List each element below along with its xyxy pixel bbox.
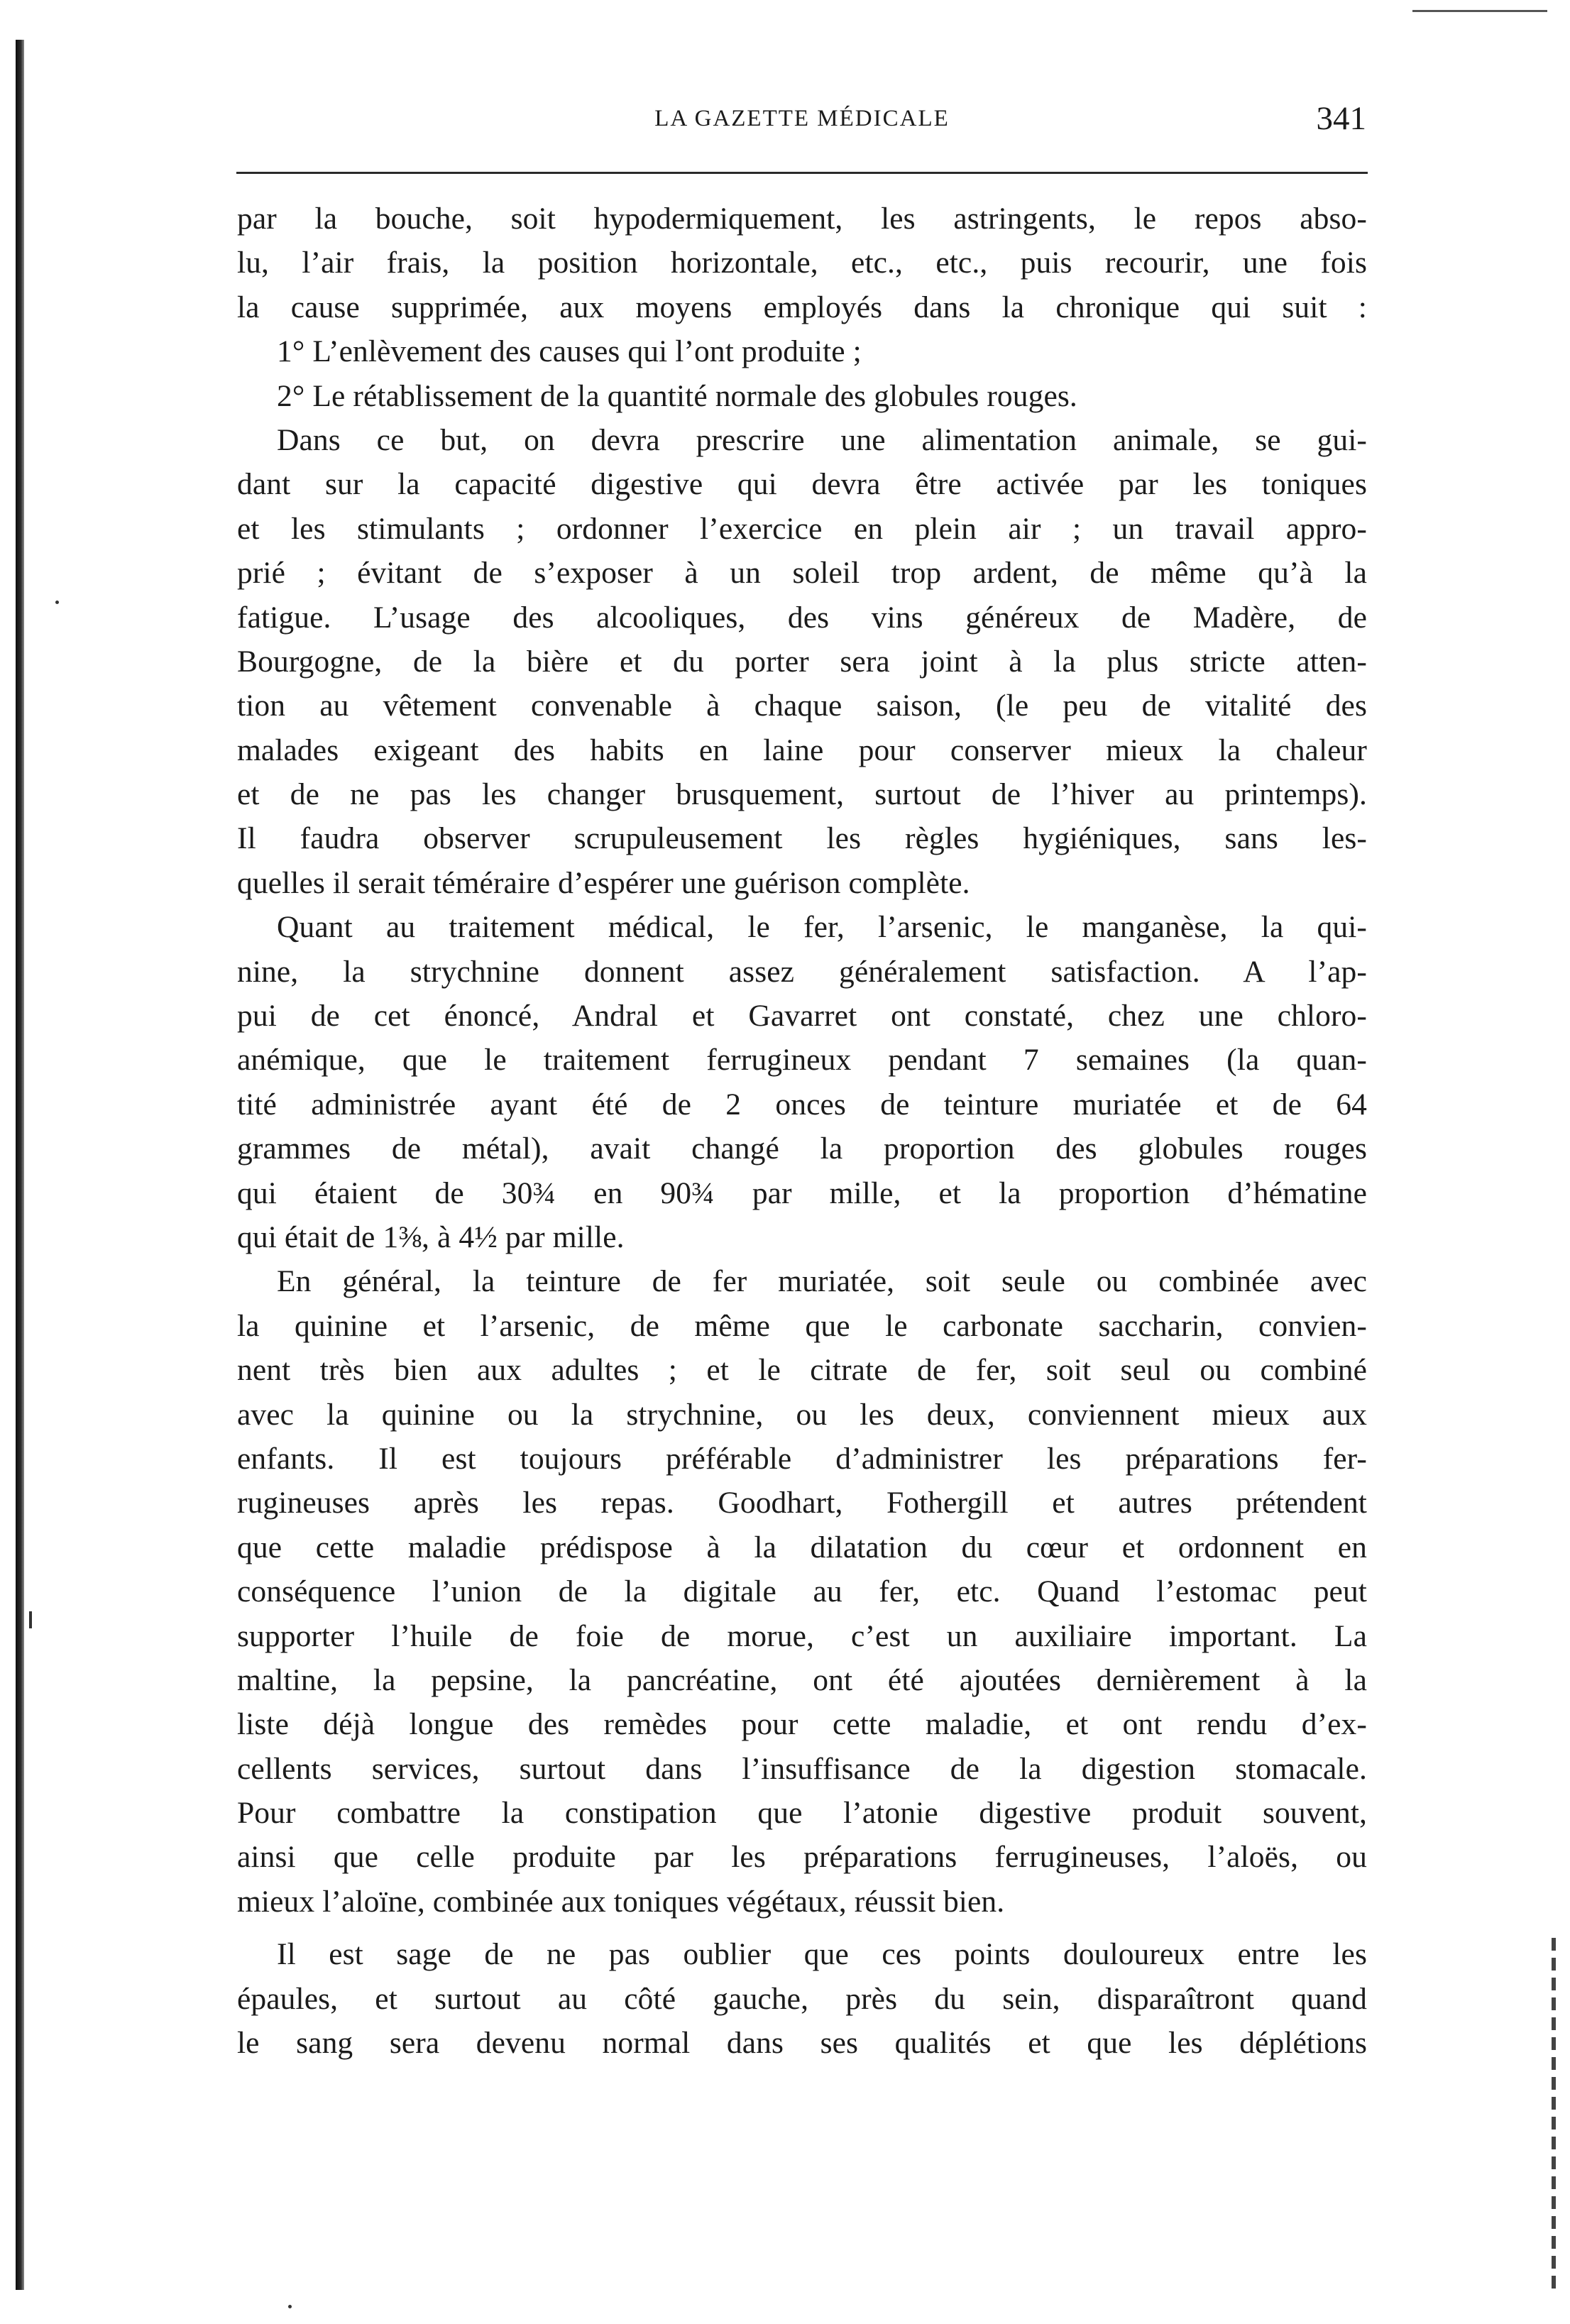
text-line: pui de cet énoncé, Andral et Gavarret ont constaté, chez une chloro-: [237, 999, 1367, 1034]
text-line: liste déjà longue des remèdes pour cette maladie, et ont rendu d’ex-: [237, 1707, 1367, 1742]
text-line: Pour combattre la constipation que l’atonie digestive produit souvent,: [237, 1796, 1367, 1831]
page-number: 341: [1316, 100, 1366, 137]
text-line: supporter l’huile de foie de morue, c’est un auxiliaire important. La: [237, 1618, 1367, 1653]
text-line: avec la quinine ou la strychnine, ou les deux, conviennent mieux aux: [237, 1397, 1367, 1432]
paragraph-start: Dans ce but, on devra prescrire une alimentation animale, se gui-: [277, 422, 1367, 457]
binding-shadow: [16, 40, 24, 2290]
text-line: la quinine et l’arsenic, de même que le carbonate saccharin, convien-: [237, 1308, 1367, 1343]
text-line: et de ne pas les changer brusquement, surtout de l’hiver au printemps).: [237, 777, 1367, 812]
text-line: tion au vêtement convenable à chaque saison, (le peu de vitalité des: [237, 689, 1367, 723]
paragraph-start: En général, la teinture de fer muriatée, soit seule ou combinée avec: [277, 1264, 1367, 1299]
paragraph-end: quelles il serait téméraire d’espérer une guérison complète.: [237, 865, 970, 900]
body-text: [237, 197, 1367, 2284]
paragraph-end: qui était de 1⅜, à 4½ par mille.: [237, 1219, 625, 1254]
journal-title: LA GAZETTE MÉDICALE: [654, 106, 950, 131]
list-item: 2° Le rétablissement de la quantité normale des globules rouges.: [277, 378, 1077, 413]
text-line: prié ; évitant de s’exposer à un soleil trop ardent, de même qu’à la: [237, 556, 1367, 591]
text-line: Bourgogne, de la bière et du porter sera joint à la plus stricte atten-: [237, 644, 1367, 679]
paragraph-end: mieux l’aloïne, combinée aux toniques végétaux, réussit bien.: [237, 1884, 1005, 1919]
text-line: malades exigeant des habits en laine pour conserver mieux la chaleur: [237, 733, 1367, 767]
paragraph-start: Quant au traitement médical, le fer, l’arsenic, le manganèse, la qui-: [277, 910, 1367, 945]
text-line: nent très bien aux adultes ; et le citrate de fer, soit seul ou combiné: [237, 1353, 1367, 1388]
text-line: par la bouche, soit hypodermiquement, les astringents, le repos abso-: [237, 202, 1367, 236]
list-item: 1° L’enlèvement des causes qui l’ont produite ;: [277, 334, 862, 369]
scan-edge-mark: [1412, 10, 1547, 12]
text-line: grammes de métal), avait changé la proportion des globules rouges: [237, 1131, 1367, 1166]
text-line: que cette maladie prédispose à la dilatation du cœur et ordonnent en: [237, 1530, 1367, 1564]
running-header: [238, 96, 1366, 149]
text-line: ainsi que celle produite par les préparations ferrugineuses, l’aloës, ou: [237, 1840, 1367, 1875]
paragraph-start: Il est sage de ne pas oublier que ces points douloureux entre les: [277, 1937, 1367, 1972]
text-line: fatigue. L’usage des alcooliques, des vins généreux de Madère, de: [237, 600, 1367, 635]
text-line: rugineuses après les repas. Goodhart, Fothergill et autres prétendent: [237, 1486, 1367, 1520]
text-line: épaules, et surtout au côté gauche, près du sein, disparaîtront quand: [237, 1981, 1367, 2016]
text-line: qui étaient de 30¾ en 90¾ par mille, et la proportion d’hématine: [237, 1175, 1367, 1210]
text-line: tité administrée ayant été de 2 onces de teinture muriatée et de 64: [237, 1087, 1367, 1122]
scan-speck: [29, 1611, 32, 1628]
text-line: conséquence l’union de la digitale au fer, etc. Quand l’estomac peut: [237, 1574, 1367, 1609]
text-line: le sang sera devenu normal dans ses qualités et que les déplétions: [237, 2026, 1367, 2061]
text-line: nine, la strychnine donnent assez généralement satisfaction. A l’ap-: [237, 954, 1367, 989]
text-line: dant sur la capacité digestive qui devra être activée par les toniques: [237, 467, 1367, 502]
text-line: cellents services, surtout dans l’insuffisance de la digestion stomacale.: [237, 1751, 1367, 1786]
text-line: et les stimulants ; ordonner l’exercice en plein air ; un travail appro-: [237, 511, 1367, 546]
header-rule: [236, 172, 1368, 174]
text-line: lu, l’air frais, la position horizontale, etc., etc., puis recourir, une fois: [237, 246, 1367, 280]
right-edge-scan-marks: [1552, 1938, 1556, 2293]
text-line: enfants. Il est toujours préférable d’administrer les préparations fer-: [237, 1441, 1367, 1476]
scan-speck: [288, 2305, 292, 2308]
text-line: anémique, que le traitement ferrugineux pendant 7 semaines (la quan-: [237, 1043, 1367, 1078]
text-line: la cause supprimée, aux moyens employés dans la chronique qui suit :: [237, 290, 1367, 324]
text-line: maltine, la pepsine, la pancréatine, ont été ajoutées dernièrement à la: [237, 1662, 1367, 1697]
text-line: Il faudra observer scrupuleusement les règles hygiéniques, sans les-: [237, 821, 1367, 856]
scan-speck: [55, 601, 59, 604]
